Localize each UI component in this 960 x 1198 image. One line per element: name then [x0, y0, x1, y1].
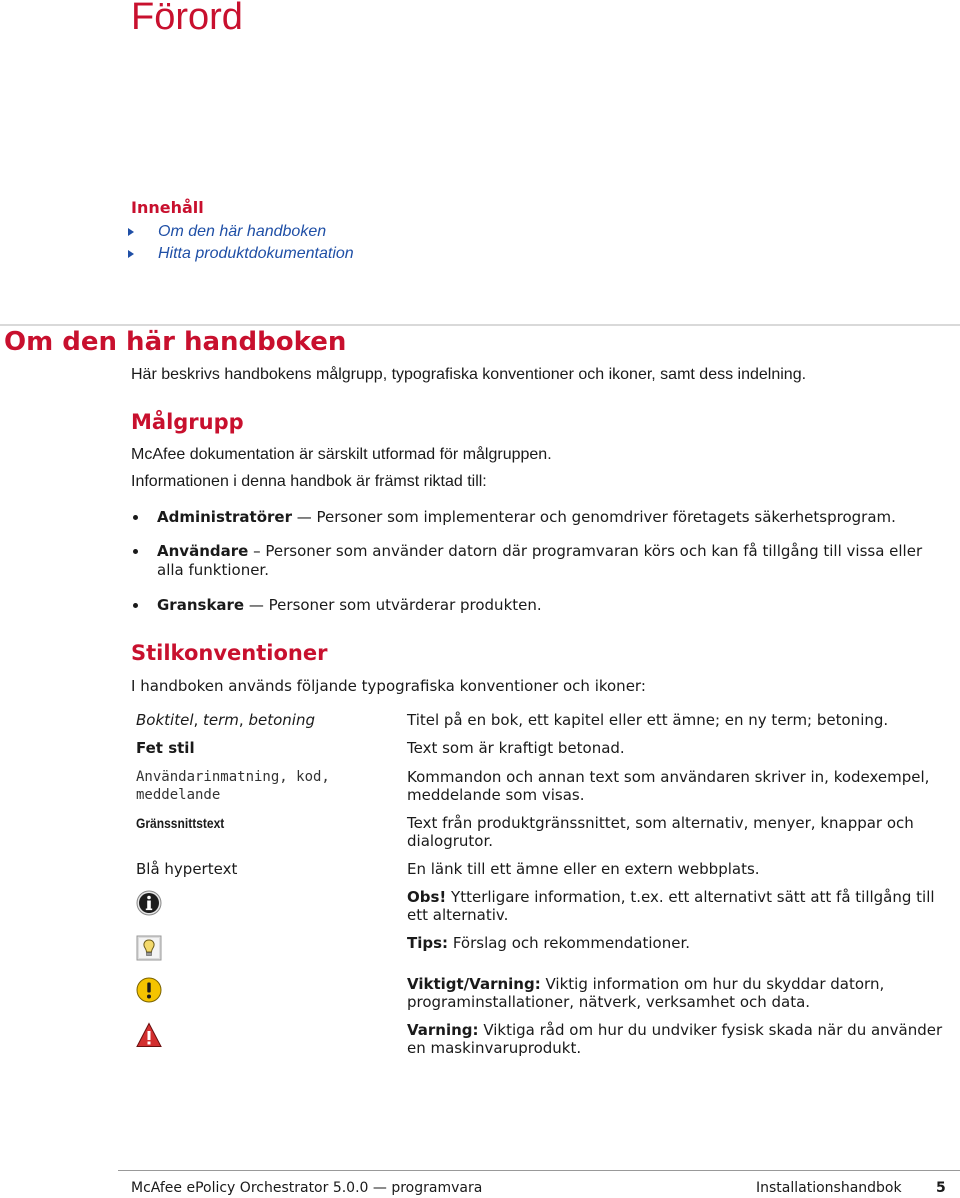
list-item [131, 508, 951, 527]
audience-line2: Informationen i denna handbok är främst riktad till: [131, 473, 487, 490]
triangle-bullet-icon [128, 250, 134, 258]
footer-doc-title: Installationshandbok [756, 1180, 902, 1196]
note-text: Ytterligare information, t.ex. ett alternativt sätt att få tillgång till ett alternativ. [407, 888, 935, 924]
warning-label: Varning: [407, 1021, 479, 1039]
tip-label: Tips: [407, 934, 449, 952]
input-sample-line2: meddelande [136, 787, 221, 803]
convention-desc: Text från produktgränssnittet, som alternativ, menyer, knappar och dialogrutor. [407, 814, 914, 850]
toc-link[interactable] [128, 223, 354, 245]
section-divider [0, 324, 960, 326]
toc-link-label[interactable]: Om den här handboken [158, 223, 327, 240]
input-sample-line1: Användarinmatning, kod, [136, 769, 330, 785]
separator: – [248, 542, 266, 560]
audience-heading: Målgrupp [131, 410, 244, 434]
page-title: Förord [131, 0, 243, 38]
convention-desc: Text som är kraftigt betonad. [407, 739, 625, 757]
bullet-icon [133, 603, 138, 608]
convention-desc: Titel på en bok, ett kapitel eller ett ämne; en ny term; betoning. [407, 711, 889, 729]
convention-desc [407, 975, 952, 1011]
audience-desc: Personer som utvärderar produkten. [268, 596, 542, 614]
separator: — [292, 508, 317, 526]
convention-desc: En länk till ett ämne eller en extern webbplats. [407, 860, 760, 878]
convention-interface: Gränssnittstext [136, 815, 225, 831]
audience-list [131, 508, 951, 615]
bullet-icon [133, 549, 138, 554]
audience-term: Granskare [157, 596, 245, 614]
toc-link-label[interactable]: Hitta produktdokumentation [158, 245, 354, 262]
important-text: Viktig information om hur du skyddar datorn, programinstallationer, nätverk, verksamhet och data. [407, 975, 885, 1011]
audience-term: Administratörer [157, 508, 292, 526]
tip-text: Förslag och rekommendationer. [448, 934, 691, 952]
section-intro: Här beskrivs handbokens målgrupp, typografiska konventioner och ikoner, samt dess indelning. [131, 366, 807, 383]
bullet-icon [133, 515, 138, 520]
list-item [131, 596, 951, 615]
term-sample: term [203, 711, 239, 729]
important-label: Viktigt/Varning: [407, 975, 541, 993]
toc-list [128, 223, 354, 267]
convention-desc [407, 1021, 952, 1057]
footer-divider [118, 1170, 960, 1171]
convention-booktitle [136, 711, 386, 729]
note-label: Obs! [407, 888, 447, 906]
comma: , [238, 711, 249, 729]
convention-desc [407, 888, 952, 924]
lightbulb-icon [136, 935, 162, 961]
list-item [131, 542, 951, 580]
separator: — [244, 596, 269, 614]
warning-text: Viktiga råd om hur du undviker fysisk skada när du använder en maskinvaruprodukt. [407, 1021, 943, 1057]
audience-desc: Personer som använder datorn där programvaran körs och kan få tillgång till vissa eller alla funktioner. [157, 542, 923, 579]
convention-hypertext: Blå hypertext [136, 860, 238, 878]
conventions-heading: Stilkonventioner [131, 641, 328, 665]
comma: , [193, 711, 204, 729]
audience-line1: McAfee dokumentation är särskilt utformad för målgruppen. [131, 446, 552, 463]
toc-link[interactable] [128, 245, 354, 267]
convention-input [136, 768, 386, 804]
emphasis-sample: betoning [248, 711, 315, 729]
convention-desc: Kommandon och annan text som användaren skriver in, kodexempel, meddelande som visas. [407, 768, 930, 804]
info-icon [136, 890, 162, 916]
warning-triangle-icon [136, 1022, 162, 1048]
toc-heading: Innehåll [131, 198, 204, 217]
audience-term: Användare [157, 542, 249, 560]
convention-bold: Fet stil [136, 739, 195, 757]
footer-product: McAfee ePolicy Orchestrator 5.0.0 — programvara [131, 1180, 483, 1196]
exclamation-icon [136, 977, 162, 1003]
conventions-intro: I handboken används följande typografiska konventioner och ikoner: [131, 677, 646, 695]
booktitle-sample: Boktitel [136, 711, 194, 729]
section-heading: Om den här handboken [4, 327, 347, 357]
convention-desc [407, 934, 952, 952]
audience-desc: Personer som implementerar och genomdriver företagets säkerhetsprogram. [316, 508, 896, 526]
triangle-bullet-icon [128, 228, 134, 236]
page-number: 5 [936, 1180, 946, 1196]
